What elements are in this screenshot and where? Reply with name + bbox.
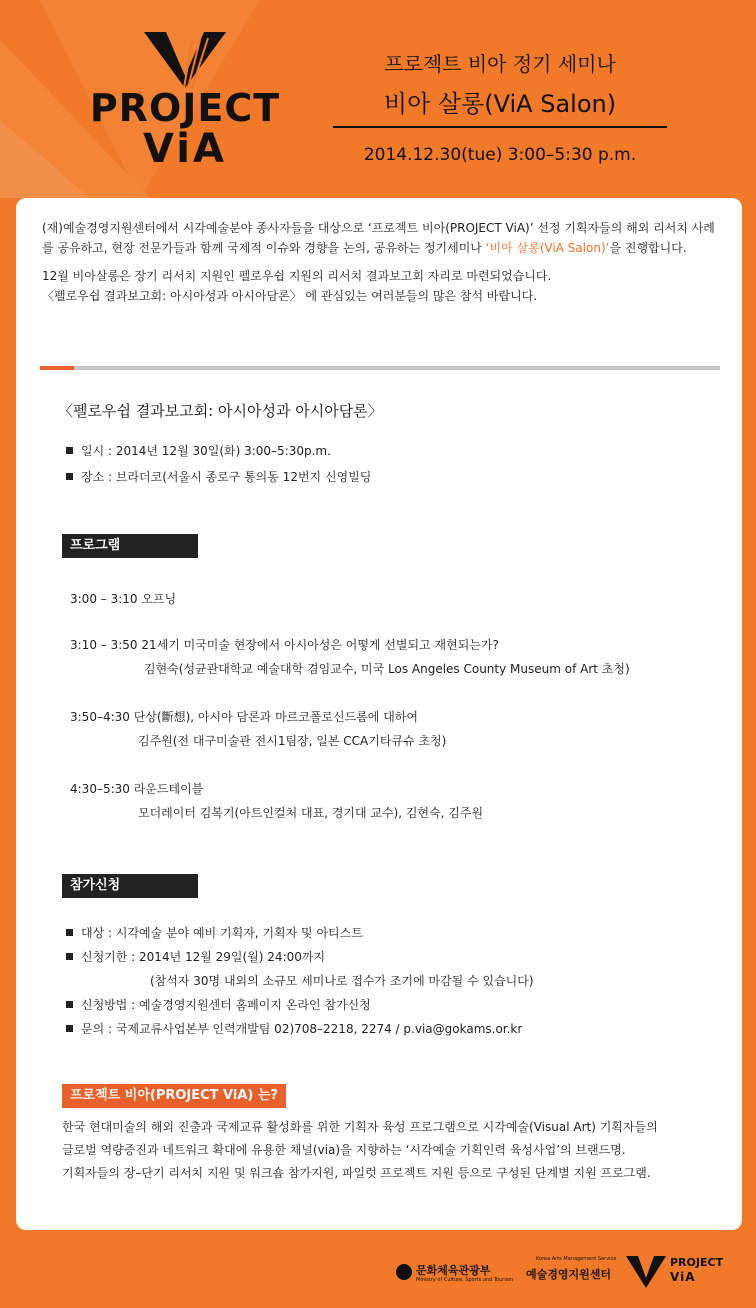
event-date: 일시 : 2014년 12월 30일(화) 3:00–5:30p.m. — [66, 442, 331, 460]
program-item-1: 3:00 – 3:10 오프닝 — [70, 592, 177, 606]
bullet-icon — [66, 1001, 73, 1008]
content-card — [16, 198, 742, 1230]
via-logo-mark-icon — [80, 30, 290, 90]
title-divider — [333, 126, 667, 128]
about-text: 한국 현대미술의 해외 진출과 국제교류 활성화를 위한 기획자 육성 프로그램으로 시각예술(Visual Art) 기획자들의 글로벌 역량증진과 네트워크 확대에 유용한 채널(via)을 지향하는 ‘시각예술 기획인력 육성사업’의 브랜드명. 기획자들의 장–단기 리서치 지원 및 워크숍 참가지원, 파일럿 프로젝트 지원 등으로 구성된 단계별 지원 프로그램. — [62, 1120, 658, 1180]
apply-deadline: 신청기한 : 2014년 12월 29일(월) 24:00까지 — [66, 948, 325, 966]
program-item-2: 3:10 – 3:50 21세기 미국미술 현장에서 아시아성은 어떻게 선별되고 재현되는가? — [70, 638, 499, 652]
bullet-icon — [66, 447, 73, 454]
bullet-icon — [66, 1025, 73, 1032]
intro-paragraph-1: (재)예술경영지원센터에서 시각예술분야 종사자들을 대상으로 ‘프로젝트 비아(PROJECT ViA)’ 선정 기획자들의 해외 리서치 사례를 공유하고, 현장 전문가들과 함께 국제적 이슈와 경향을 논의, 공유하는 정기세미나 ‘비아 살롱(ViA Salon)’을 진행합니다. — [42, 221, 715, 255]
bullet-icon — [66, 473, 73, 480]
event-place: 장소 : 브라더코(서울시 종로구 통의동 12번지 신영빌딩 — [66, 468, 371, 486]
via-salon-highlight: ‘비아 살롱(ViA Salon)’ — [485, 241, 610, 255]
project-via-logo — [80, 30, 290, 170]
logo-word-project: PROJECT — [89, 86, 281, 130]
seminar-title: 비아 살롱(ViA Salon) — [383, 90, 617, 118]
apply-heading: 참가신청 — [62, 874, 198, 898]
header-banner — [0, 0, 756, 198]
apply-contact: 문의 : 국제교류사업본부 인력개발팀 02)708–2218, 2274 / p.via@gokams.or.kr — [66, 1020, 522, 1038]
intro-paragraph-2: 12월 비아살롱은 장기 리서치 지원인 펠로우쉽 지원의 리서치 결과보고회 자리로 마련되었습니다. 〈펠로우쉽 결과보고회: 아시아성과 아시아담론〉 에 관심있는 여러분들의 많은 참석 바랍니다. — [42, 269, 552, 303]
seminar-subtitle: 프로젝트 비아 정기 세미나 — [384, 52, 616, 76]
footer: 문화체육관광부 Ministry of Culture, Sports and Tourism Korea Arts Management Service 예술경영지원센터 PROJECT ViA — [0, 1232, 756, 1308]
program-item-4: 4:30–5:30 라운드테이블 — [70, 782, 204, 796]
program-item-2-speaker: 김현숙(성균관대학교 예술대학 겸임교수, 미국 Los Angeles County Museum of Art 초청) — [144, 662, 630, 676]
seminar-date: 2014.12.30(tue) 3:00–5:30 p.m. — [363, 145, 637, 165]
project-via-footer-logo: PROJECT ViA — [626, 1254, 736, 1290]
logo-word-via: ViA — [143, 126, 227, 172]
about-heading: 프로젝트 비아(PROJECT ViA) 는? — [62, 1084, 286, 1108]
program-item-3: 3:50–4:30 단상(斷想), 아시아 담론과 마르코폴로신드롬에 대하여 — [70, 710, 418, 724]
intro-text — [42, 218, 722, 314]
apply-target: 대상 : 시각예술 분야 예비 기획자, 기획자 및 아티스트 — [66, 924, 363, 942]
section-divider — [40, 366, 720, 370]
event-title: 〈펠로우쉽 결과보고회: 아시아성과 아시아담론〉 — [58, 402, 383, 420]
bullet-icon — [66, 929, 73, 936]
bullet-icon — [66, 953, 73, 960]
program-item-4-speaker: 모더레이터 김복기(아트인컬처 대표, 경기대 교수), 김현숙, 김주원 — [138, 806, 484, 820]
apply-method: 신청방법 : 예술경영지원센터 홈페이지 온라인 참가신청 — [66, 996, 371, 1014]
apply-deadline-note: (참석자 30명 내외의 소규모 세미나로 접수가 조기에 마감될 수 있습니다) — [150, 974, 534, 988]
ministry-emblem-icon — [396, 1264, 412, 1280]
program-item-3-speaker: 김주원(전 대구미술관 전시1팀장, 일본 CCA기타큐슈 초청) — [138, 734, 447, 748]
program-heading: 프로그램 — [62, 534, 198, 558]
via-footer-mark-icon — [626, 1254, 666, 1288]
